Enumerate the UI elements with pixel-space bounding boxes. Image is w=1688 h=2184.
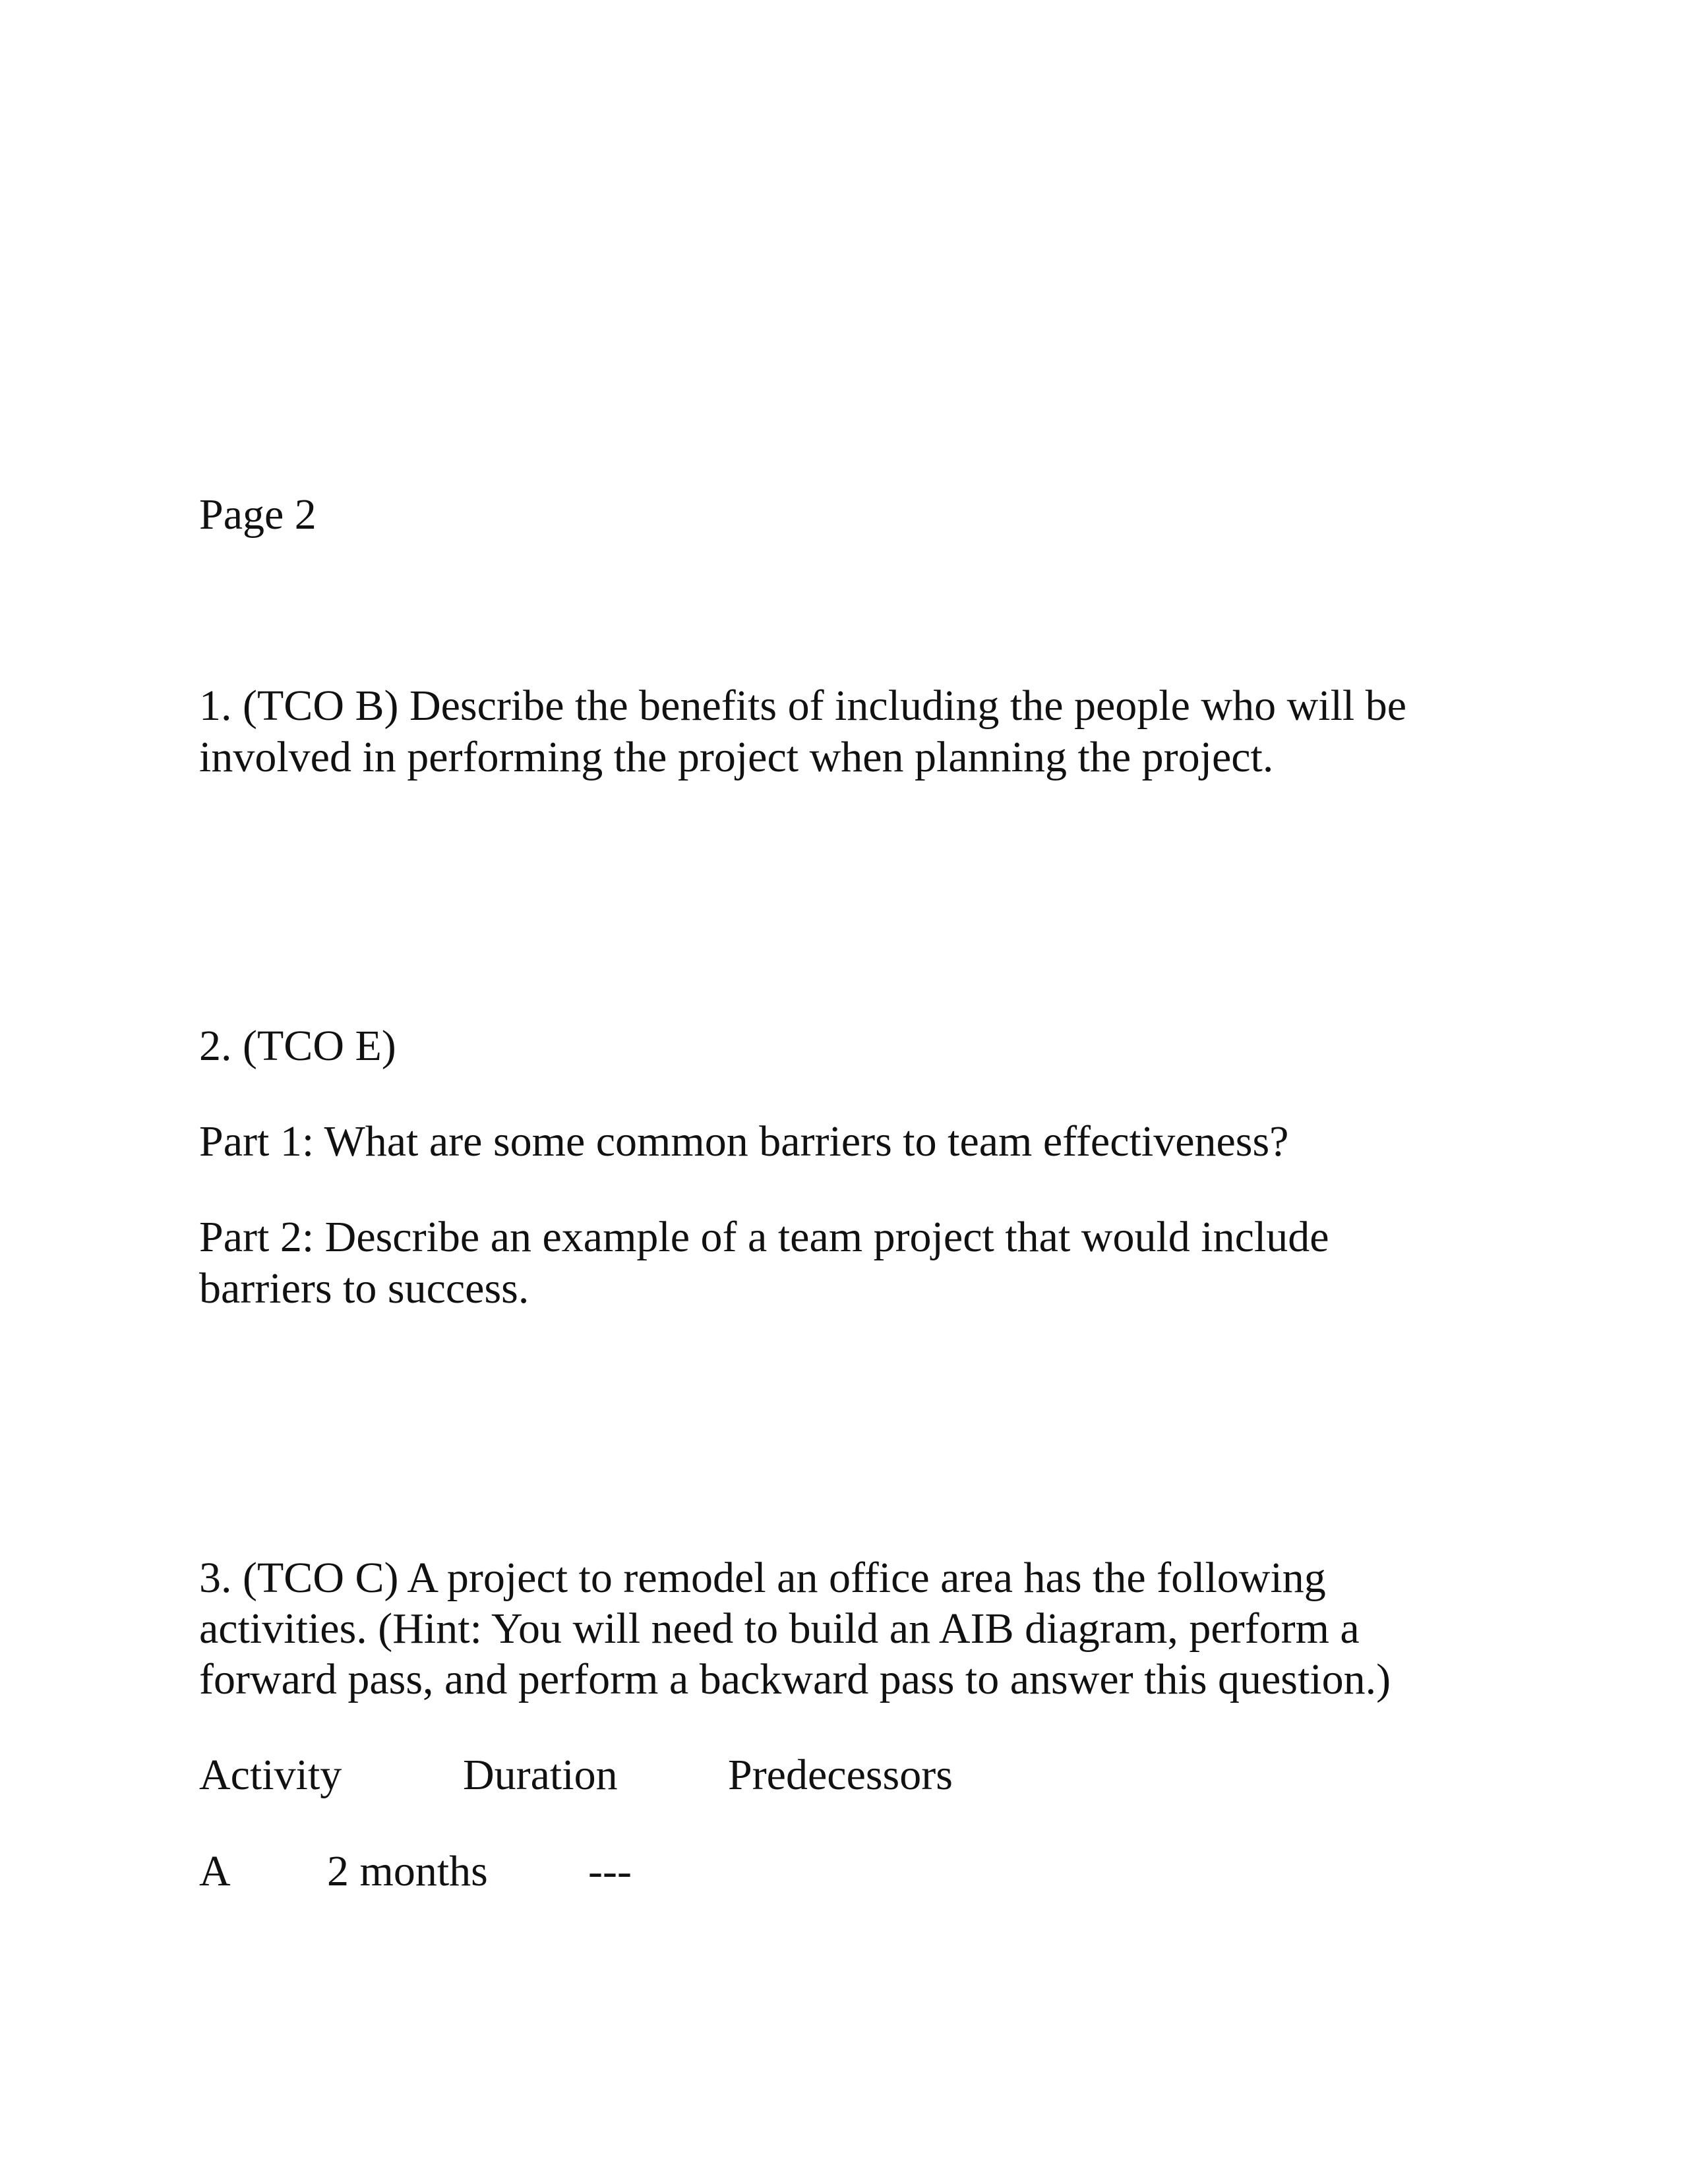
table-cell-predecessors: ---	[588, 1847, 632, 1895]
table-header-duration: Duration	[463, 1751, 618, 1799]
question-2-part-2-line-2: barriers to success.	[199, 1264, 529, 1313]
question-3-line-2: activities. (Hint: You will need to build an AIB diagram, perform a	[199, 1605, 1360, 1653]
question-1-line-2: involved in performing the project when planning the project.	[199, 733, 1274, 781]
table-cell-activity: A	[199, 1847, 231, 1895]
page-label: Page 2	[199, 490, 316, 539]
question-3-line-1: 3. (TCO C) A project to remodel an office area has the following	[199, 1554, 1326, 1602]
question-2-heading: 2. (TCO E)	[199, 1022, 396, 1070]
question-3-line-3: forward pass, and perform a backward pass to answer this question.)	[199, 1655, 1391, 1703]
question-2-part-1: Part 1: What are some common barriers to team effectiveness?	[199, 1117, 1289, 1166]
table-header-activity: Activity	[199, 1751, 342, 1799]
question-1-line-1: 1. (TCO B) Describe the benefits of including the people who will be	[199, 682, 1407, 730]
question-2-part-2-line-1: Part 2: Describe an example of a team project that would include	[199, 1213, 1329, 1261]
table-header-predecessors: Predecessors	[728, 1751, 953, 1799]
table-cell-duration: 2 months	[327, 1847, 488, 1895]
